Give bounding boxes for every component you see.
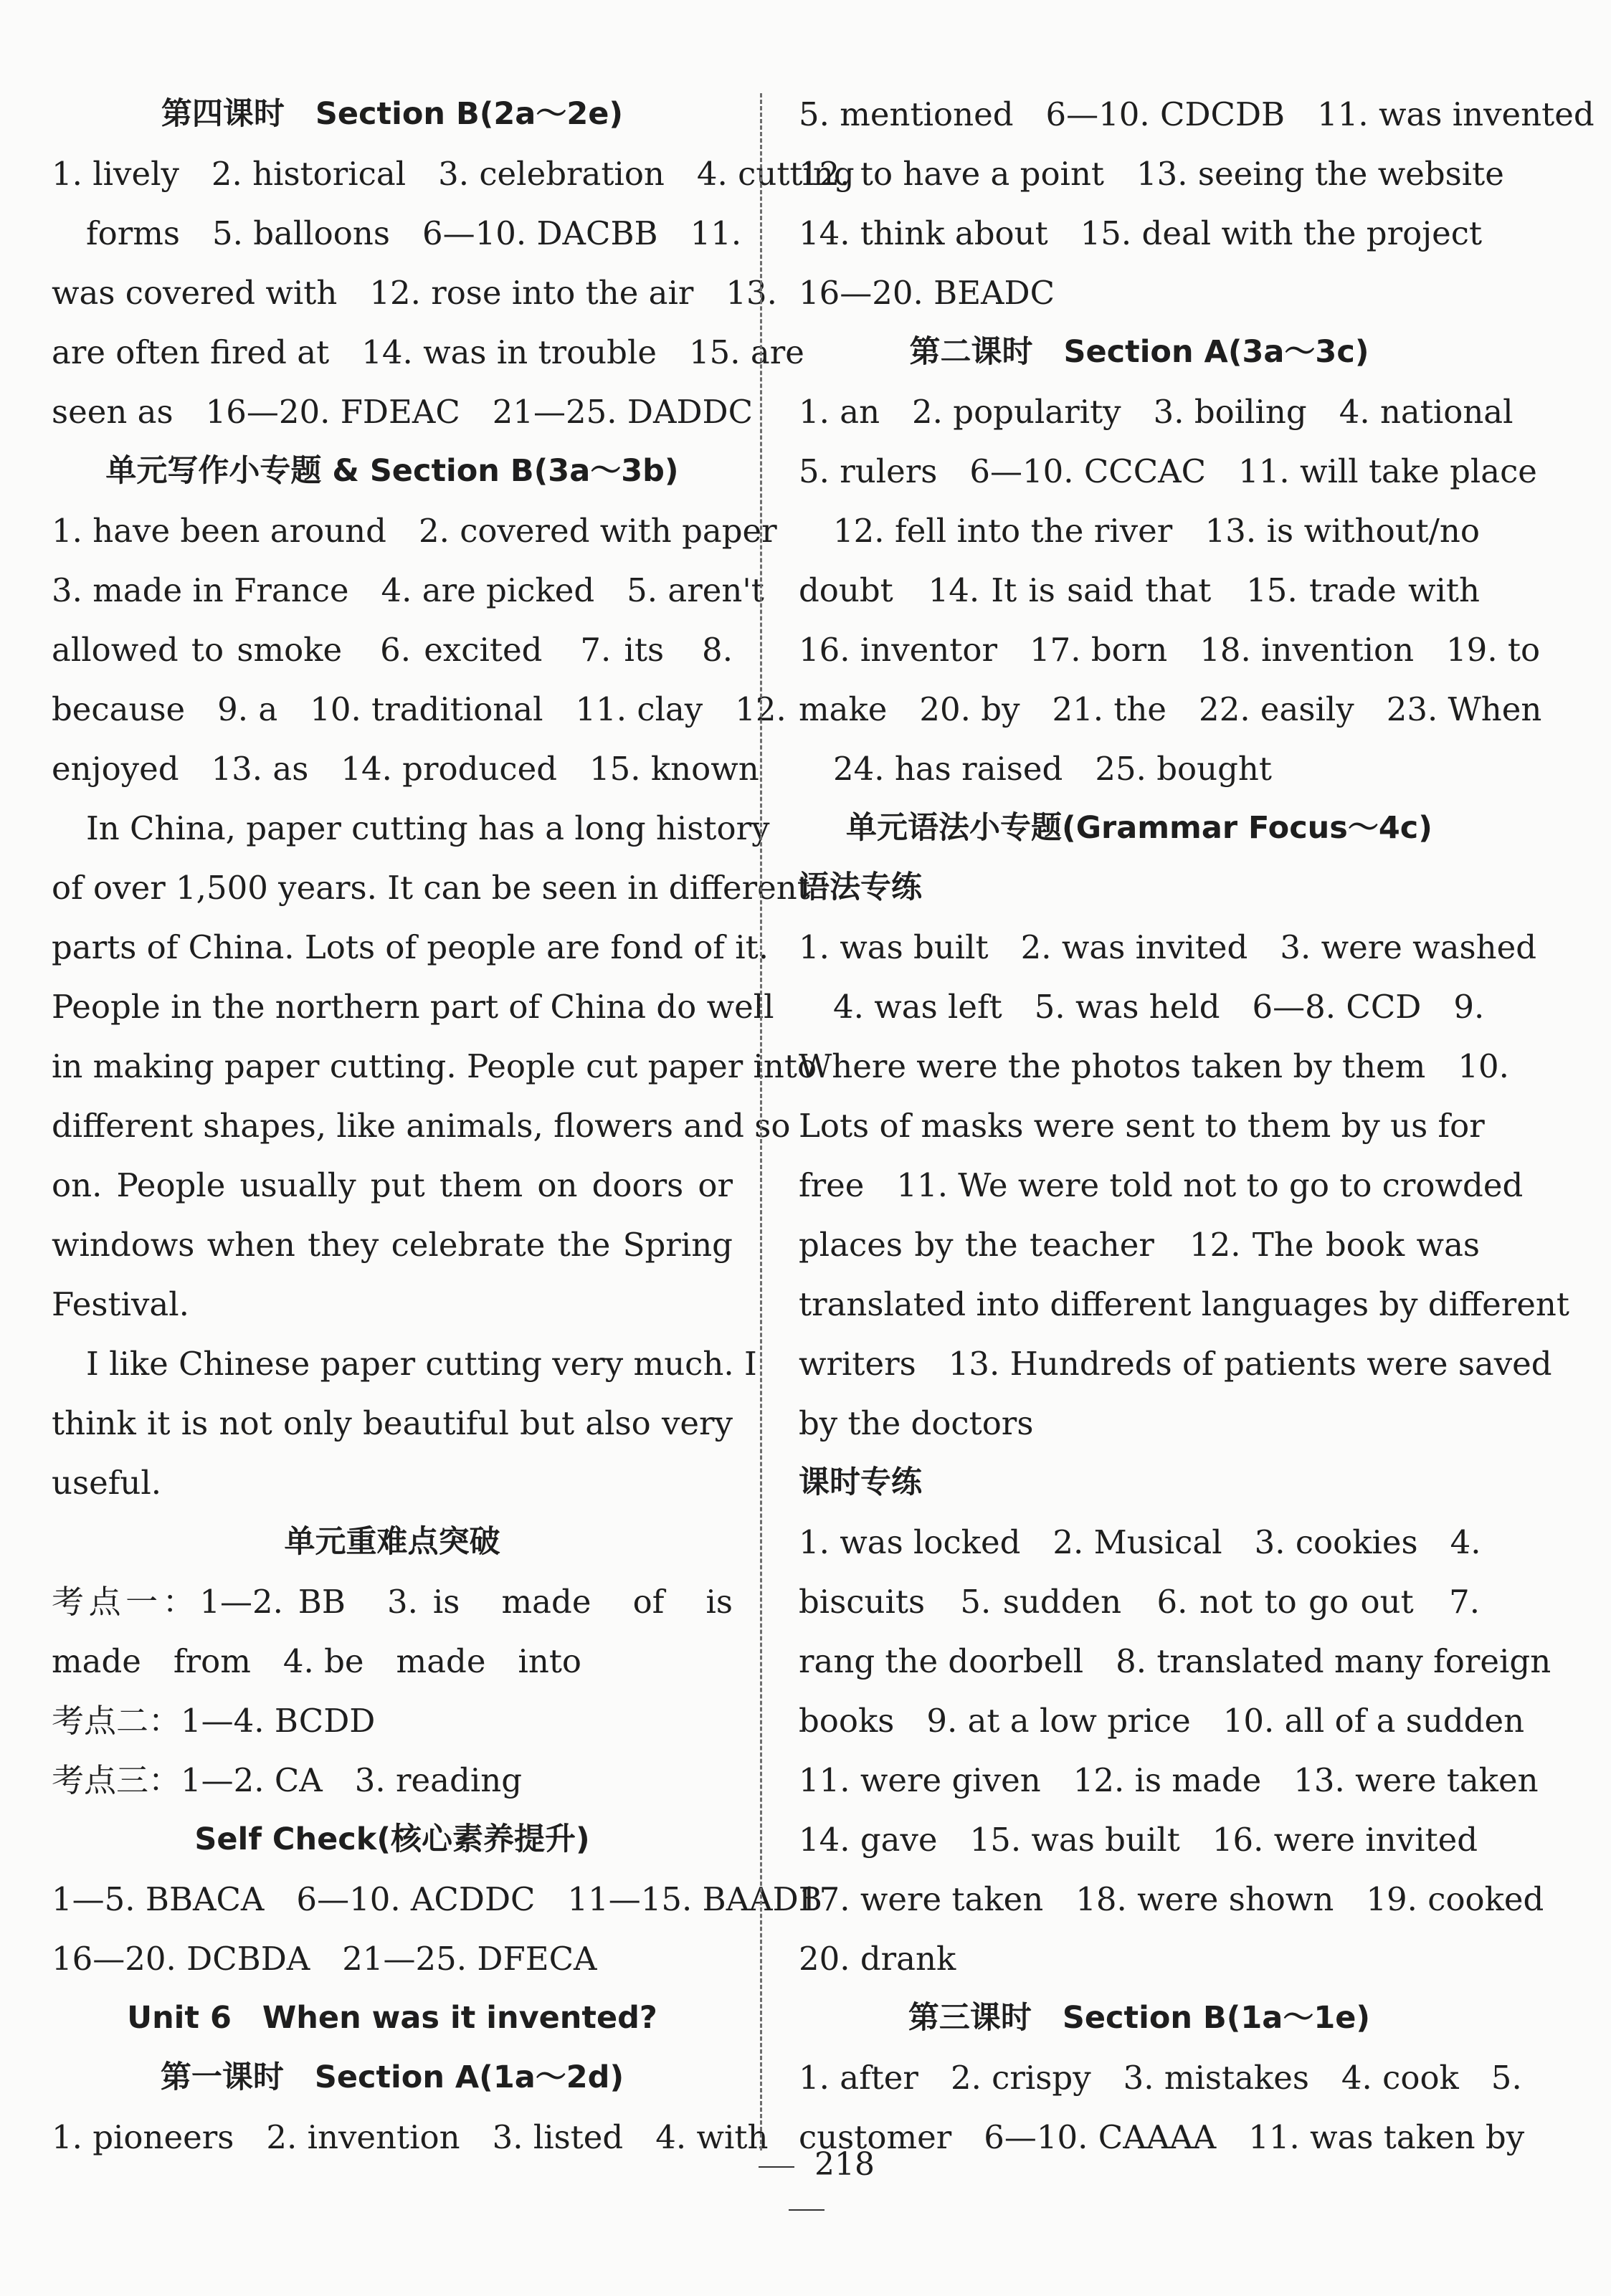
answer-line: People in the northern part of China do well [52,988,774,1026]
answer-line: of over 1,500 years. It can be seen in different [52,869,810,907]
answer-line: parts of China. Lots of people are fond of it. [52,928,769,966]
answer-line: 11. were given 12. is made 13. were taken [799,1761,1539,1799]
subsection-heading: 语法专练 [799,870,922,905]
section-heading: 单元重难点突破 [284,1524,500,1560]
answer-line: seen as 16—20. FDEAC 21—25. DADDC [52,393,754,431]
answer-line: in making paper cutting. People cut paper into [52,1047,817,1085]
answer-line: are often fired at 14. was in trouble 15. are [52,333,804,371]
page-number-dash-left [759,2166,794,2168]
answer-line: 16—20. BEADC [799,274,1055,312]
page-number-dash-right [789,2209,824,2211]
answer-line: 3. made in France 4. are picked 5. aren't [52,571,764,609]
answer-line: different shapes, like animals, flowers and so [52,1107,791,1145]
answer-line: Where were the photos taken by them 10. [799,1047,1509,1085]
answer-line: 1. was locked 2. Musical 3. cookies 4. [799,1523,1481,1561]
answer-line: I like Chinese paper cutting very much. I [86,1345,757,1383]
answer-line: Lots of masks were sent to them by us for [799,1107,1485,1145]
answer-line: rang the doorbell 8. translated many foreign [799,1642,1551,1680]
answer-line: useful. [52,1464,162,1502]
answer-line: 14. think about 15. deal with the project [799,214,1483,252]
section-heading: 第一课时 Section A(1a～2d) [160,2059,624,2095]
answer-line: 5. rulers 6—10. CCCAC 11. will take place [799,452,1537,490]
answer-line: 1. have been around 2. covered with paper [52,512,777,550]
subsection-heading: 课时专练 [799,1464,922,1500]
answer-line: because 9. a 10. traditional 11. clay 12. [52,690,787,728]
section-heading: 第四课时 Section B(2a～2e) [161,96,624,132]
answer-line: biscuits 5. sudden 6. not to go out 7. [799,1583,1480,1621]
answer-line: 12. to have a point 13. seeing the website [799,155,1504,193]
answer-line: 4. was left 5. was held 6—8. CCD 9. [833,988,1485,1026]
answer-line: think it is not only beautiful but also very [52,1404,733,1442]
answer-line: 考点二：1—4. BCDD [52,1702,376,1740]
answer-line: 24. has raised 25. bought [833,750,1272,788]
answer-line: 17. were taken 18. were shown 19. cooked [799,1880,1544,1918]
page-number [735,2143,878,2229]
answer-line: 1. was built 2. was invited 3. were washed [799,928,1537,966]
answer-line: In China, paper cutting has a long history [86,809,770,847]
section-heading: 单元语法小专题(Grammar Focus～4c) [846,810,1432,846]
section-heading: Self Check(核心素养提升) [194,1821,590,1857]
page-number-text: 218 [814,2146,875,2183]
answer-line: forms 5. balloons 6—10. DACBB 11. [86,214,742,252]
answer-line: make 20. by 21. the 22. easily 23. When [799,690,1542,728]
answer-line: 考点一：1—2. BB 3. is made of is [52,1583,733,1621]
answer-line: translated into different languages by different [799,1285,1569,1323]
answer-line: places by the teacher 12. The book was [799,1226,1480,1264]
column-divider [760,93,762,2150]
answer-line: 1—5. BBACA 6—10. ACDDC 11—15. BAADB [52,1880,822,1918]
answer-line: 1. lively 2. historical 3. celebration 4. cutting [52,155,855,193]
answer-line: made from 4. be made into [52,1642,582,1680]
answer-line: was covered with 12. rose into the air 13. [52,274,777,312]
answer-line: 5. mentioned 6—10. CDCDB 11. was invented [799,95,1595,133]
answer-line: allowed to smoke 6. excited 7. its 8. [52,631,733,669]
answer-line: Festival. [52,1285,189,1323]
section-heading: 第二课时 Section A(3a～3c) [909,334,1369,370]
answer-line: 16—20. DCBDA 21—25. DFECA [52,1940,597,1978]
answer-line: free 11. We were told not to go to crowded [799,1166,1524,1204]
answer-line: writers 13. Hundreds of patients were saved [799,1345,1552,1383]
answer-line: by the doctors [799,1404,1034,1442]
answer-line: 1. after 2. crispy 3. mistakes 4. cook 5. [799,2059,1522,2097]
answer-line: books 9. at a low price 10. all of a sudden [799,1702,1525,1740]
section-heading: 第三课时 Section B(1a～1e) [908,2000,1371,2036]
answer-line: 12. fell into the river 13. is without/no [833,512,1480,550]
answer-line: 16. inventor 17. born 18. invention 19. to [799,631,1541,669]
answer-line: 1. pioneers 2. invention 3. listed 4. with [52,2118,769,2156]
answer-line: 14. gave 15. was built 16. were invited [799,1821,1478,1859]
section-heading: 单元写作小专题 & Section B(3a～3b) [105,453,679,489]
answer-line: customer 6—10. CAAAA 11. was taken by [799,2118,1525,2156]
answer-line: 考点三：1—2. CA 3. reading [52,1761,522,1799]
right-column [799,85,1595,2167]
answer-line: enjoyed 13. as 14. produced 15. known [52,750,759,788]
answer-line: 20. drank [799,1940,956,1978]
answer-line: 1. an 2. popularity 3. boiling 4. national [799,393,1513,431]
section-heading: Unit 6 When was it invented? [127,2000,657,2036]
answer-line: windows when they celebrate the Spring [52,1226,733,1264]
left-column [52,85,855,2167]
answer-line: on. People usually put them on doors or [52,1166,733,1204]
answer-line: doubt 14. It is said that 15. trade with [799,571,1480,609]
